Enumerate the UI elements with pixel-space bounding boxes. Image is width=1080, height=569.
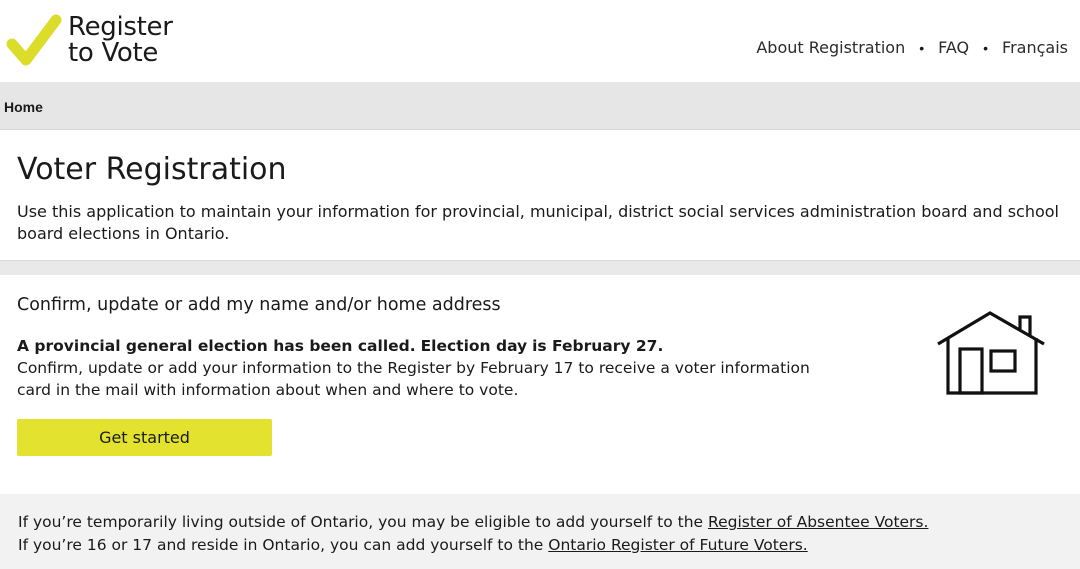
absentee-voters-link[interactable]: Register of Absentee Voters. [708,513,929,531]
page-title: Voter Registration [17,152,287,187]
site-header [0,0,1080,82]
election-day-link[interactable]: Election day [420,337,528,355]
nav-separator: • [983,39,989,56]
nav-about-registration[interactable]: About Registration [756,38,906,57]
absentee-line [18,511,1062,534]
section-divider [0,261,1080,275]
register-to-vote-logo[interactable] [6,14,173,70]
logo-text [68,14,173,66]
notice-body: Confirm, update or add your information to the Register by February 17 to receive a voter information card in the mail with information about when and where to vote. [17,359,810,399]
additional-info [0,494,1080,569]
registration-card [0,275,1080,493]
notice-bold-2: is February 27. [532,337,664,355]
logo-line-1: Register [68,12,173,42]
nav-faq[interactable]: FAQ [938,38,970,57]
future-voters-line [18,534,1062,557]
house-icon [936,311,1048,395]
future-voters-text: If you’re 16 or 17 and reside in Ontario, you can add yourself to the [18,535,544,554]
logo-line-2: to Vote [68,38,159,68]
absentee-text: If you’re temporarily living outside of Ontario, you may be eligible to add yourself to the [18,513,704,531]
top-nav [756,38,1068,57]
intro-section [0,130,1080,261]
breadcrumb-home[interactable]: Home [4,99,43,115]
nav-separator: • [919,39,925,56]
checkmark-icon [6,14,62,70]
election-notice [17,335,847,401]
get-started-button[interactable]: Get started [17,419,272,456]
future-voters-link[interactable]: Ontario Register of Future Voters. [548,535,808,554]
notice-bold-1: A provincial general election has been called. [17,337,416,355]
nav-francais[interactable]: Français [1002,38,1068,57]
card-title: Confirm, update or add my name and/or home address [17,295,501,315]
breadcrumb [0,82,1080,130]
intro-description: Use this application to maintain your information for provincial, municipal, district social services administration board and school board elections in Ontario. [17,202,1059,243]
